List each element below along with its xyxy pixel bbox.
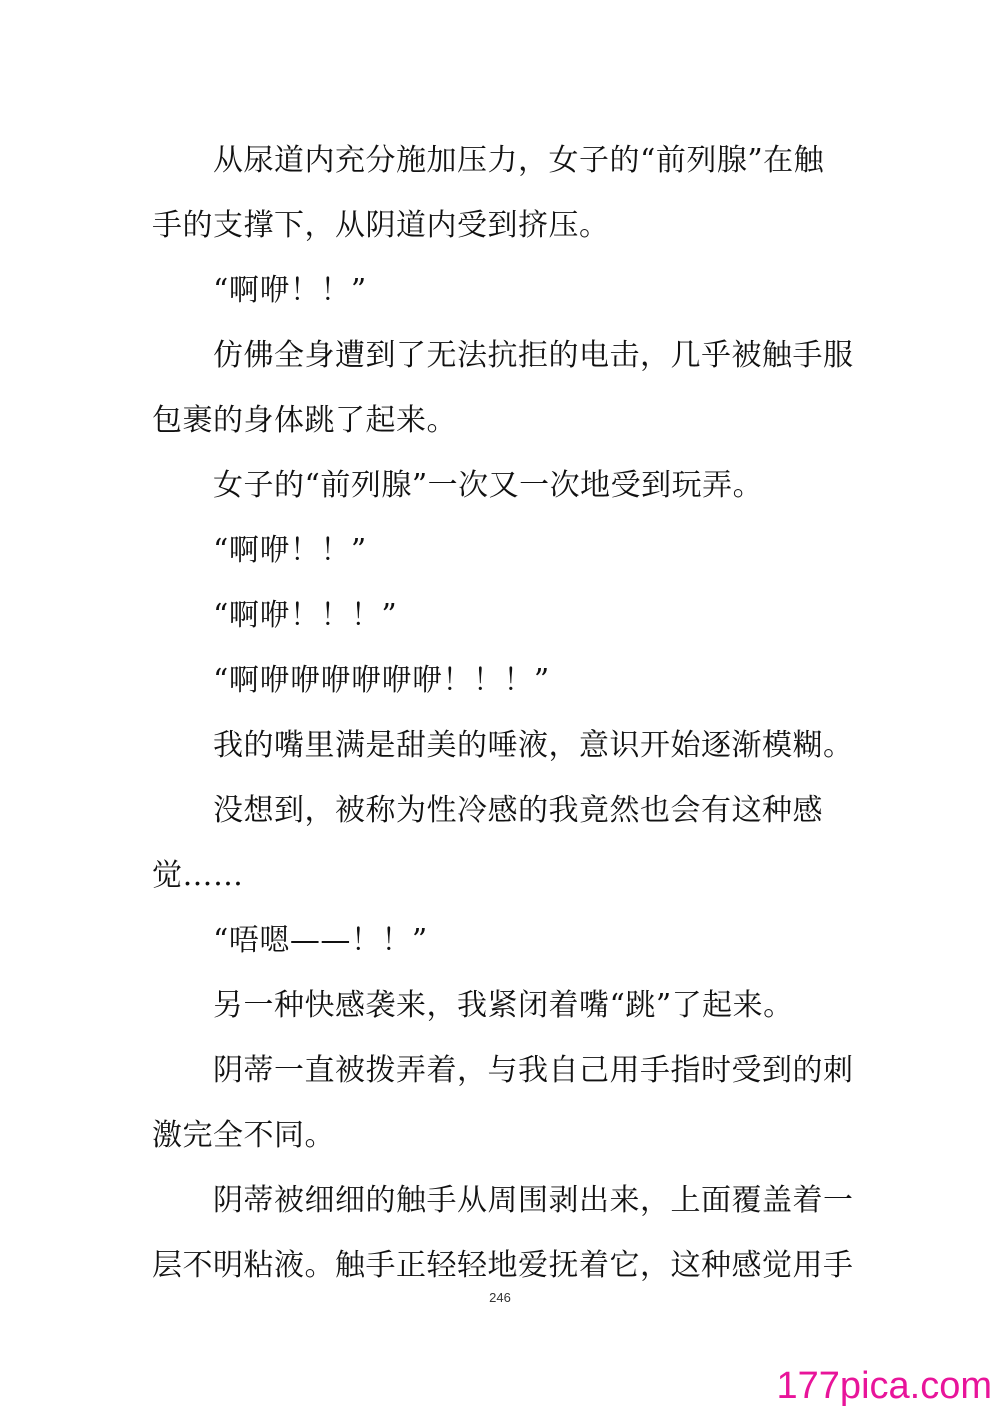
text-line: 另一种快感袭来，我紧闭着嘴“跳”了起来。 (213, 988, 794, 1023)
text-line: “啊咿！！” (213, 273, 367, 308)
text-line: 层不明粘液。触手正轻轻地爱抚着它，这种感觉用手 (152, 1248, 854, 1283)
text-line: “啊咿！！！” (213, 598, 398, 633)
body-text (152, 128, 872, 1298)
page-number: 246 (489, 1290, 511, 1305)
text-line: 我的嘴里满是甜美的唾液，意识开始逐渐模糊。 (213, 728, 854, 763)
text-line: 觉…… (152, 858, 244, 893)
watermark: 177pica.com (776, 1365, 992, 1407)
text-line: “啊咿！！” (213, 533, 367, 568)
text-line: 女子的“前列腺”一次又一次地受到玩弄。 (213, 468, 764, 503)
text-line: 阴蒂被细细的触手从周围剥出来，上面覆盖着一 (213, 1183, 854, 1218)
text-line: 阴蒂一直被拨弄着，与我自己用手指时受到的刺 (213, 1053, 854, 1088)
text-line: “唔嗯——！！” (213, 923, 428, 958)
text-line: 没想到，被称为性冷感的我竟然也会有这种感 (213, 793, 823, 828)
text-line: 从尿道内充分施加压力，女子的“前列腺”在触 (213, 143, 825, 178)
text-line: 激完全不同。 (152, 1118, 335, 1153)
text-line: 仿佛全身遭到了无法抗拒的电击，几乎被触手服 (213, 338, 854, 373)
text-line: “啊咿咿咿咿咿咿！！！” (213, 663, 550, 698)
text-line: 手的支撑下，从阴道内受到挤压。 (152, 208, 610, 243)
text-line: 包裹的身体跳了起来。 (152, 403, 457, 438)
